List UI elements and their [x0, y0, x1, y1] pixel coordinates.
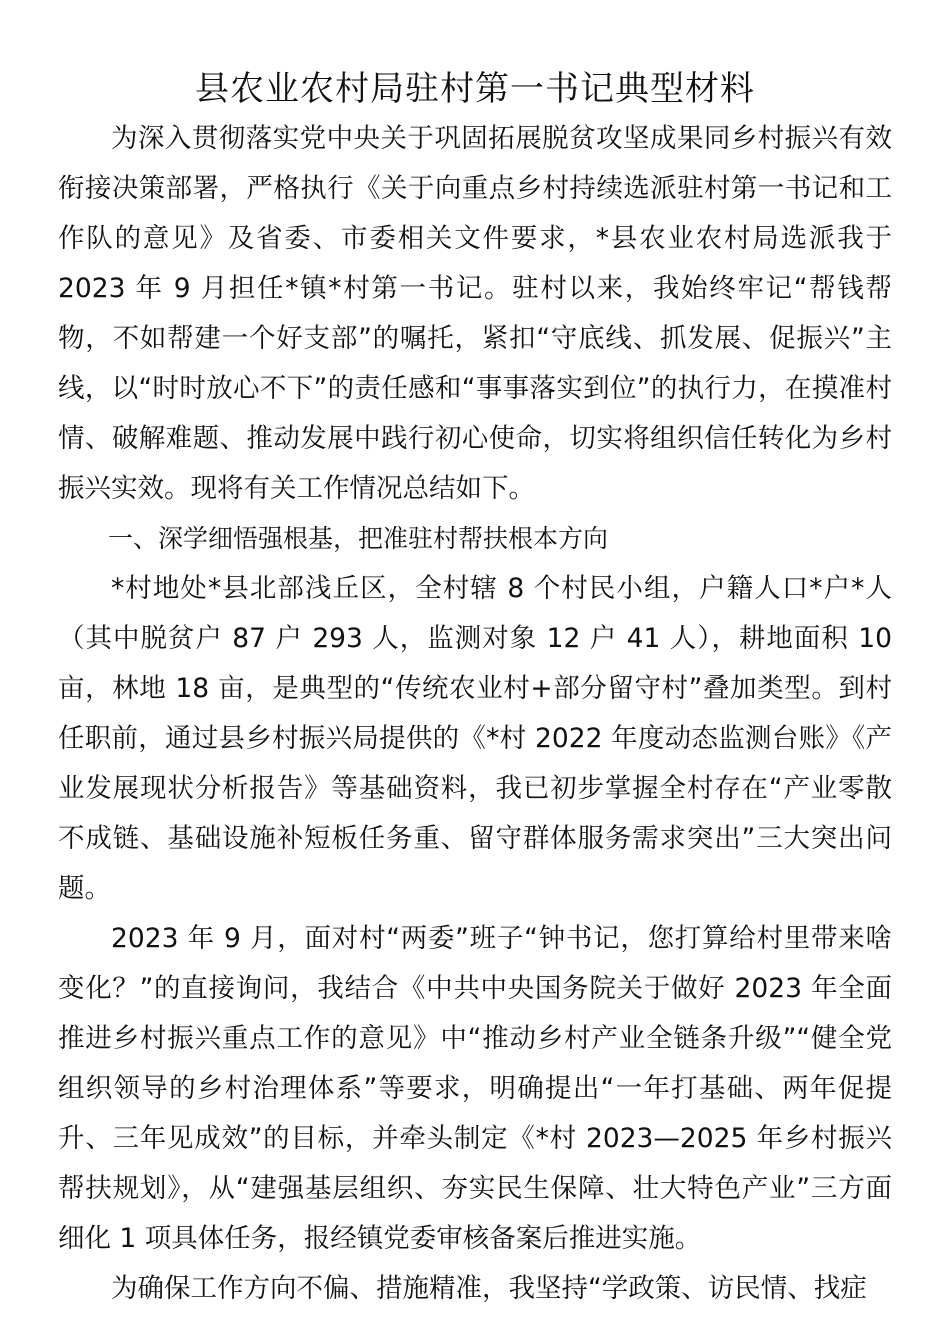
section-heading-1: 一、深学细悟强根基，把准驻村帮扶根本方向 [108, 524, 609, 553]
document-body [58, 114, 892, 1314]
paragraph-village-profile: *村地处*县北部浅丘区，全村辖 8 个村民小组，户籍人口*户*人（其中脱贫户 87 户 293 人，监测对象 12 户 41 人），耕地面积 10 亩，林地 18 亩，是典型的“传统农业村+部分留守村”叠加类型。到村任职前，通过县乡村振兴局提供的《*村 2022 年度动态监测台账》《产业发展现状分析报告》等基础资料，我已初步掌握全村存在“产业零散不成链、基础设施补短板任务重、留守群体服务需求突出”三大突出问题。 [58, 573, 892, 904]
paragraph-plan: 2023 年 9 月，面对村“两委”班子“钟书记，您打算给村里带来啥变化？”的直接询问，我结合《中共中央国务院关于做好 2023 年全面推进乡村振兴重点工作的意见》中“推动乡村产业全链条升级”“健全党组织领导的乡村治理体系”等要求，明确提出“一年打基础、两年促提升、三年见成效”的目标，并牵头制定《*村 2023—2025 年乡村振兴帮扶规划》，从“建强基层组织、夯实民生保障、壮大特色产业”三方面细化 1 项具体任务，报经镇党委审核备案后推进实施。 [58, 923, 892, 1254]
paragraph-method: 为确保工作方向不偏、措施精准，我坚持“学政策、访民情、找症 [111, 1273, 867, 1304]
paragraph-intro: 为深入贯彻落实党中央关于巩固拓展脱贫攻坚成果同乡村振兴有效衔接决策部署，严格执行《关于向重点乡村持续选派驻村第一书记和工作队的意见》及省委、市委相关文件要求，*县农业农村局选派我于 2023 年 9 月担任*镇*村第一书记。驻村以来，我始终牢记“帮钱帮物，不如帮建一个好支部”的嘱托，紧扣“守底线、抓发展、促振兴”主线，以“时时放心不下”的责任感和“事事落实到位”的执行力，在摸准村情、破解难题、推动发展中践行初心使命，切实将组织信任转化为乡村振兴实效。现将有关工作情况总结如下。 [58, 123, 892, 504]
document-title: 县农业农村局驻村第一书记典型材料 [195, 69, 755, 109]
